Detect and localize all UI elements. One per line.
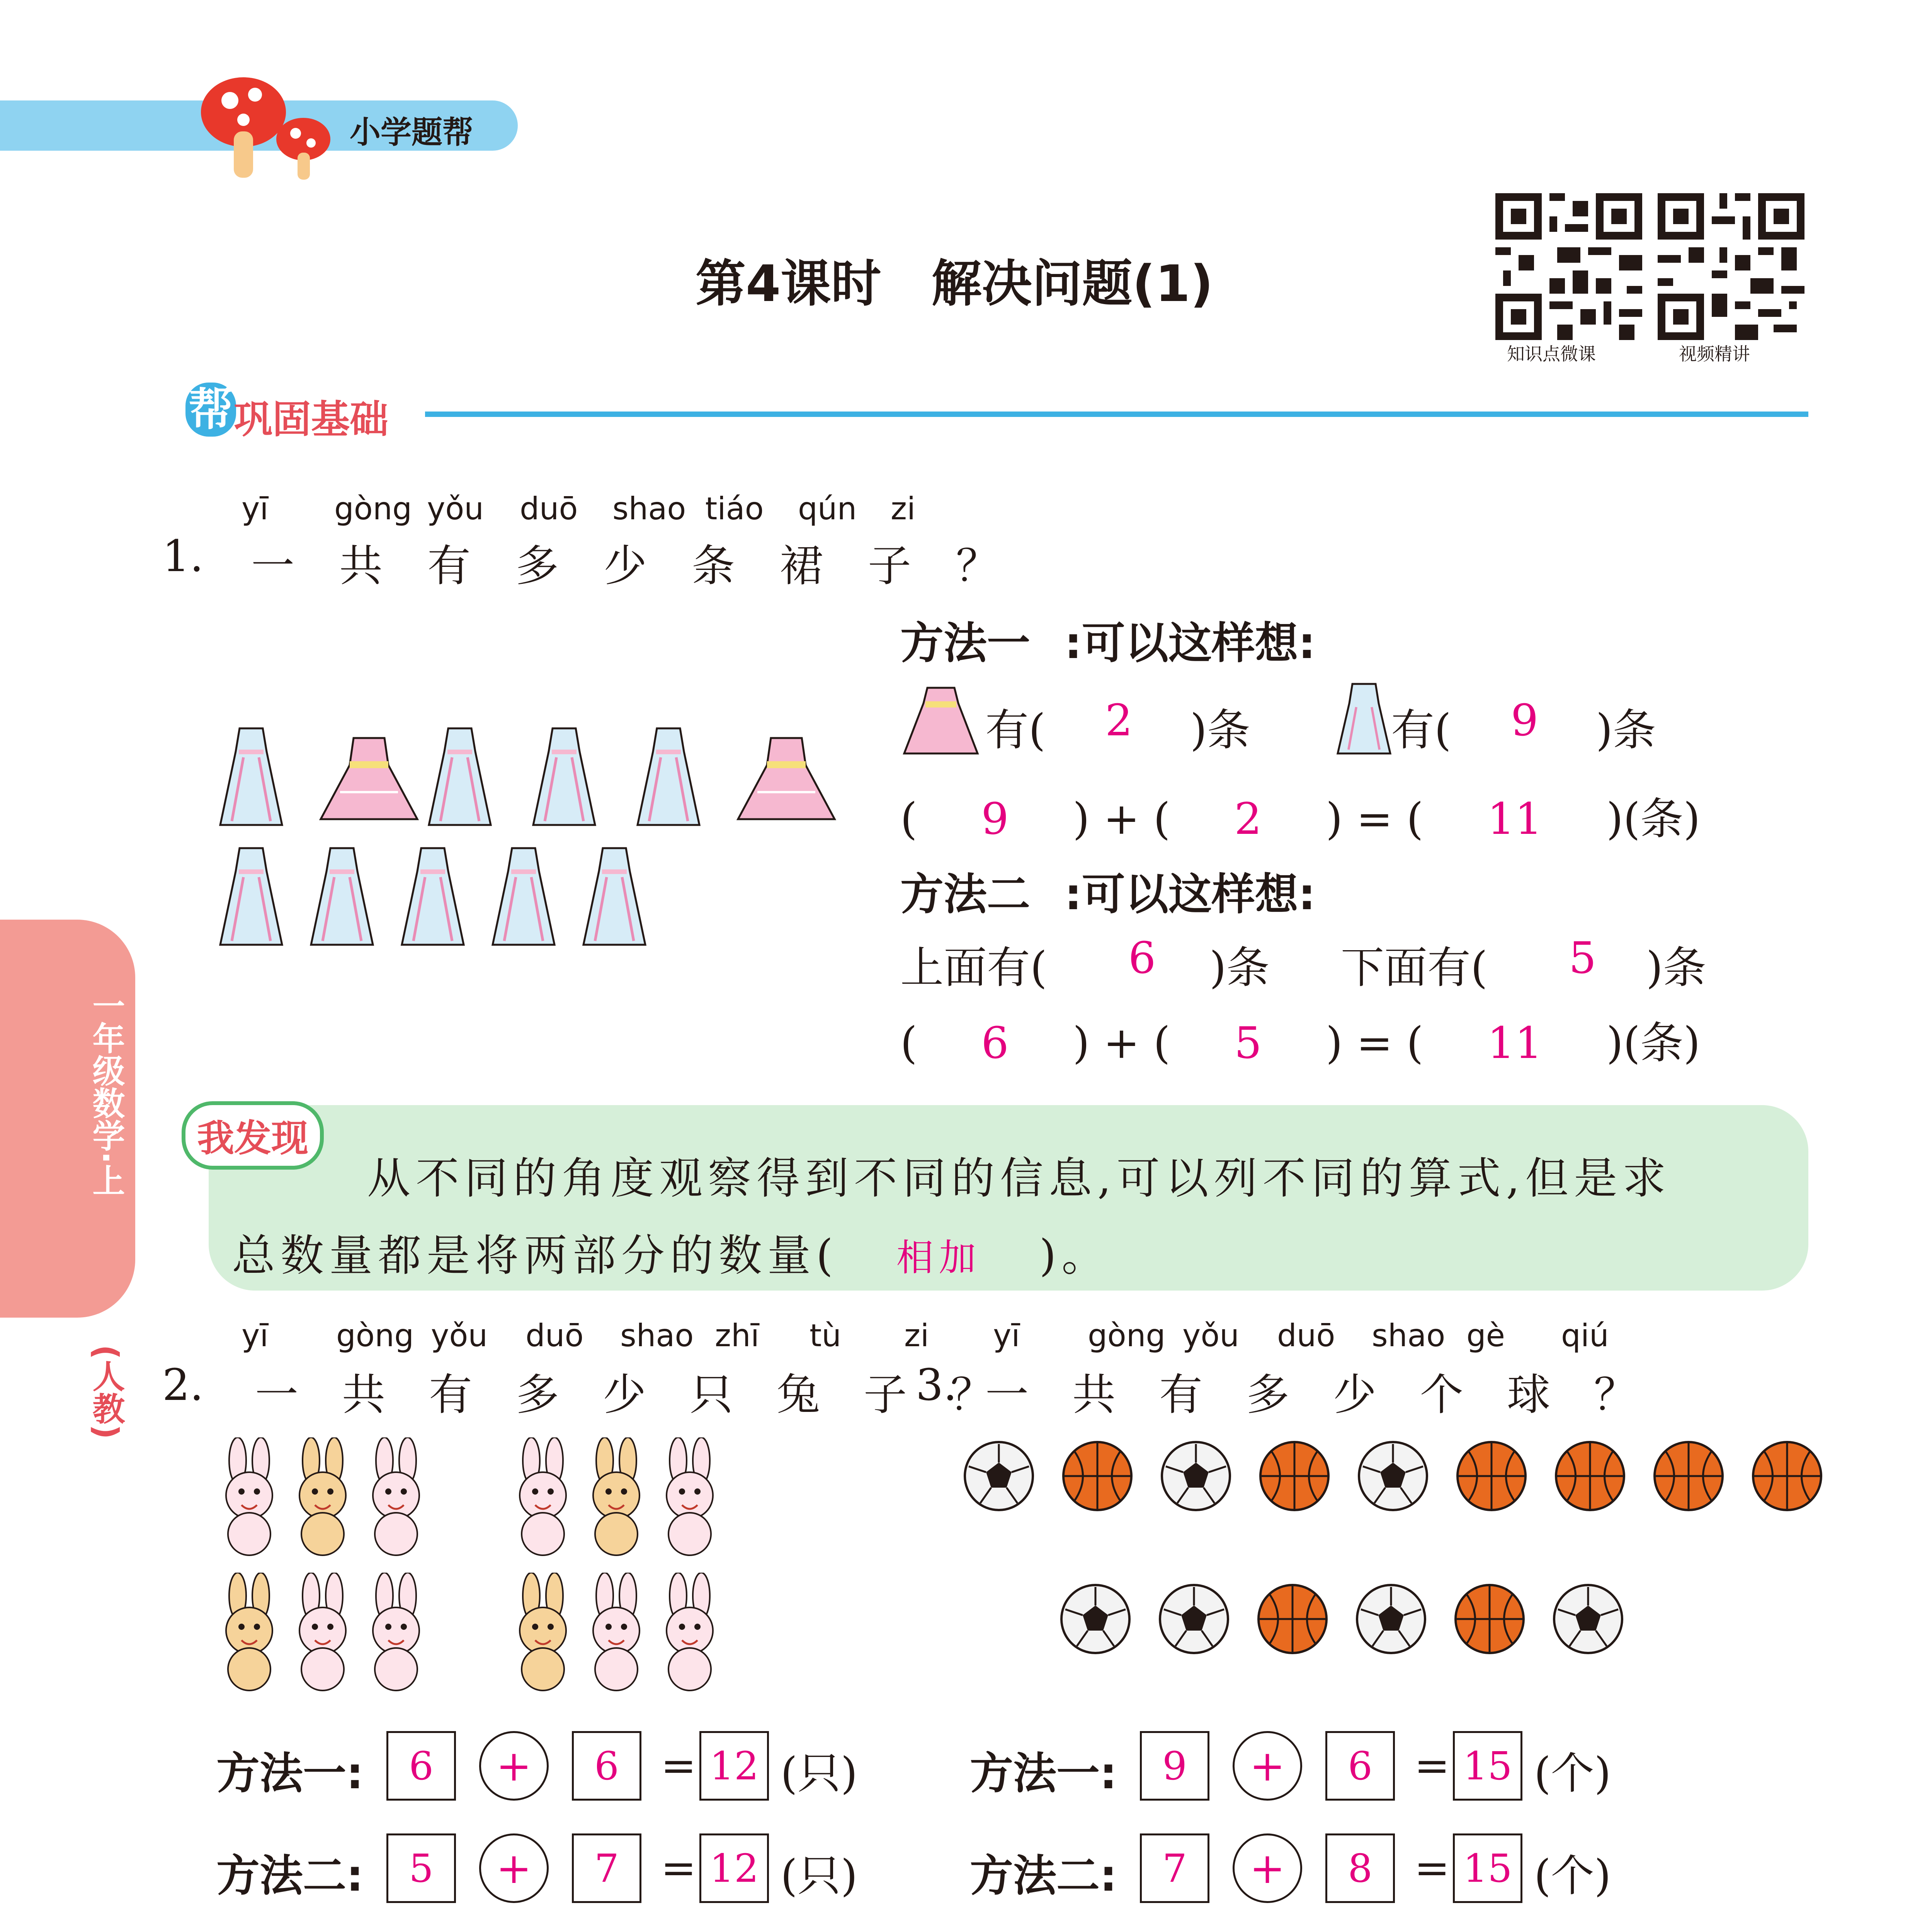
pinyin-syllable: qún (798, 491, 857, 527)
rabbit (502, 1437, 583, 1559)
pinyin-syllable: qiú (1561, 1318, 1609, 1354)
question-char: 裙 (780, 541, 823, 591)
pinyin-syllable: zi (891, 491, 916, 527)
mushroom-logo (193, 66, 340, 182)
q1-m2-eq-b: 5 (1234, 1018, 1262, 1068)
rabbit (209, 1573, 290, 1694)
question-char: 多 (516, 1370, 559, 1420)
basketball (1553, 1439, 1627, 1513)
unit: (条) (1623, 1018, 1701, 1068)
answer-box-c: 12 (699, 1731, 769, 1801)
pinyin-syllable: duō (1277, 1318, 1335, 1354)
pinyin-syllable: shao (620, 1318, 694, 1354)
rabbit (355, 1573, 437, 1694)
pinyin-syllable: duō (520, 491, 578, 527)
q1-m1-eq-a: 9 (981, 794, 1009, 844)
question-char: 共 (1072, 1370, 1116, 1420)
pinyin-syllable: shao (612, 491, 686, 527)
question-char: 有 (427, 541, 471, 591)
equals-sign: = (1414, 1741, 1450, 1790)
pinyin-syllable: duō (526, 1318, 584, 1354)
eq: ) = ( (1326, 794, 1423, 844)
rabbit (355, 1437, 437, 1559)
answer-box-a: 5 (386, 1833, 456, 1903)
rabbit (209, 1437, 290, 1559)
soccer-ball (1356, 1439, 1430, 1513)
q1-m2-eq (900, 1009, 1700, 1071)
blue-dress-icon (1333, 680, 1395, 757)
soccer-ball (962, 1439, 1036, 1513)
plus-circle: + (1233, 1833, 1302, 1903)
q1-m2-eq-c: 11 (1487, 1018, 1543, 1068)
close: ) (1606, 794, 1623, 844)
side-tab-subject: 一年级数学·上 (87, 989, 125, 1196)
method-label: 方法一: (970, 1748, 1117, 1799)
question-char: 子 (864, 1370, 907, 1420)
equals-sign: = (661, 1843, 697, 1893)
question-char: ？ (951, 1370, 994, 1420)
discover-answer: 相加 (896, 1236, 981, 1279)
blue-dress (213, 842, 290, 952)
question-char: 一 (251, 541, 294, 591)
q1-m2-a-pre: 上面有( (900, 943, 1047, 993)
discover-line1: 从不同的角度观察得到不同的信息,可以列不同的算式,但是求 (367, 1153, 1672, 1204)
q1-m2-b-post: )条 (1646, 943, 1706, 993)
method-label: 方法一: (216, 1748, 364, 1799)
q1-m1-b-ans: 9 (1511, 696, 1539, 746)
rabbit (649, 1437, 730, 1559)
q1-method1-label: 方法一 (900, 618, 1030, 668)
question-char: 少 (604, 541, 647, 591)
question-char: 共 (342, 1370, 385, 1420)
unit-label: (只) (781, 1851, 858, 1901)
paren: ( (900, 794, 917, 844)
method-label: 方法二: (970, 1851, 1117, 1901)
pinyin-syllable: zhī (715, 1318, 759, 1354)
question-char: 个 (1420, 1370, 1463, 1420)
plus-circle: + (479, 1731, 549, 1801)
answer-box-a: 7 (1140, 1833, 1209, 1903)
paren: ( (900, 1018, 917, 1068)
discover-line2-post: )。 (1039, 1231, 1111, 1281)
answer-box-c: 15 (1453, 1731, 1522, 1801)
q1-m2-a-post: )条 (1209, 943, 1270, 993)
pinyin-syllable: tù (810, 1318, 842, 1354)
soccer-ball (1354, 1582, 1428, 1656)
blue-dress (394, 842, 471, 952)
question-char: 一 (255, 1370, 298, 1420)
eq: ) = ( (1326, 1018, 1423, 1068)
unit-label: (个) (1534, 1748, 1611, 1799)
basketball (1256, 1582, 1329, 1656)
basketball (1652, 1439, 1725, 1513)
question-char: 兔 (777, 1370, 820, 1420)
pinyin-syllable: yǒu (431, 1318, 488, 1354)
pink-dress-icon (900, 684, 981, 757)
blue-dress (526, 723, 603, 832)
unit-label: (个) (1534, 1851, 1611, 1901)
rabbit (282, 1573, 363, 1694)
pinyin-syllable: yī (242, 1318, 269, 1354)
soccer-ball (1059, 1582, 1132, 1656)
pinyin-syllable: tiáo (705, 491, 764, 527)
section-label: 巩固基础 (234, 397, 388, 442)
blue-dress (576, 842, 653, 952)
answer-box-b: 6 (1325, 1731, 1395, 1801)
section-badge: 帮 (185, 383, 236, 437)
q1-think1: :可以这样想: (1065, 618, 1316, 668)
pinyin-syllable: gòng (336, 1318, 414, 1354)
discover-line2-pre: 总数量都是将两部分的数量( (232, 1231, 838, 1281)
pink-dress (317, 734, 421, 828)
q1-m2-b-pre: 下面有( (1341, 943, 1488, 993)
q1-m1-a-ans: 2 (1105, 696, 1133, 746)
rabbit (502, 1573, 583, 1694)
q1-number: 1. (162, 531, 204, 582)
question-char: 只 (690, 1370, 733, 1420)
basketball (1750, 1439, 1824, 1513)
pinyin-syllable: shao (1372, 1318, 1446, 1354)
answer-box-a: 9 (1140, 1731, 1209, 1801)
question-char: 有 (429, 1370, 472, 1420)
pinyin-syllable: zi (904, 1318, 929, 1354)
blue-dress (303, 842, 381, 952)
q1-m1-a-post: )条 (1190, 705, 1250, 755)
answer-box-a: 6 (386, 1731, 456, 1801)
q1-m1-eq-c: 11 (1487, 794, 1543, 844)
rabbit (282, 1437, 363, 1559)
pinyin-syllable: yī (242, 491, 269, 527)
soccer-ball (1551, 1582, 1625, 1656)
equals-sign: = (1414, 1843, 1450, 1893)
plus-circle: + (1233, 1731, 1302, 1801)
q1-m2-eq-a: 6 (981, 1018, 1009, 1068)
answer-box-b: 7 (572, 1833, 641, 1903)
question-char: 多 (515, 541, 559, 591)
question-char: 条 (692, 541, 735, 591)
unit-label: (只) (781, 1748, 858, 1799)
section-divider (425, 412, 1808, 417)
unit: (条) (1623, 794, 1701, 844)
brand-name: 小学题帮 (350, 114, 473, 150)
blue-dress (213, 723, 290, 832)
question-char: 少 (603, 1370, 646, 1420)
qr-right-label: 视频精讲 (1679, 344, 1750, 364)
question-char: 一 (985, 1370, 1029, 1420)
discover-badge: 我发现 (182, 1101, 324, 1170)
q1-think2: :可以这样想: (1065, 869, 1316, 920)
q1-m1-b-pre: 有( (1391, 705, 1451, 755)
pinyin-syllable: yī (993, 1318, 1020, 1354)
q1-method2-label: 方法二 (900, 869, 1030, 920)
rabbit (576, 1573, 657, 1694)
qr-left-label: 知识点微课 (1507, 344, 1596, 364)
question-char: 有 (1159, 1370, 1202, 1420)
basketball (1455, 1439, 1528, 1513)
page-title: 第4课时 解决问题(1) (696, 254, 1213, 313)
q1-m1-a-pre: 有( (985, 705, 1046, 755)
discover-line2 (232, 1221, 1110, 1283)
answer-box-b: 6 (572, 1731, 641, 1801)
q1-m2-b-ans: 5 (1569, 933, 1597, 983)
pinyin-syllable: gòng (1088, 1318, 1166, 1354)
side-tab-edition: (人教) (87, 1345, 125, 1439)
q2-number: 2. (162, 1360, 204, 1410)
blue-dress (630, 723, 707, 832)
qr-code-left[interactable] (1495, 193, 1642, 340)
qr-code-right[interactable] (1658, 193, 1804, 340)
op: ) + ( (1073, 1018, 1170, 1068)
soccer-ball (1159, 1439, 1233, 1513)
q1-m1-eq (900, 784, 1700, 847)
answer-box-c: 15 (1453, 1833, 1522, 1903)
pinyin-syllable: gòng (334, 491, 412, 527)
question-char: 多 (1246, 1370, 1289, 1420)
blue-dress (485, 842, 562, 952)
question-char: 球 (1507, 1370, 1550, 1420)
pinyin-syllable: yǒu (427, 491, 484, 527)
question-char: 共 (339, 541, 383, 591)
basketball (1061, 1439, 1134, 1513)
q1-m1-eq-b: 2 (1234, 794, 1262, 844)
rabbit (576, 1437, 657, 1559)
rabbit (649, 1573, 730, 1694)
question-char: 少 (1333, 1370, 1376, 1420)
pink-dress (734, 734, 838, 828)
answer-box-b: 8 (1325, 1833, 1395, 1903)
basketball (1453, 1582, 1526, 1656)
plus-circle: + (479, 1833, 549, 1903)
equals-sign: = (661, 1741, 697, 1790)
q3-number: 3. (916, 1360, 957, 1410)
op: ) + ( (1073, 794, 1170, 844)
pinyin-syllable: gè (1466, 1318, 1505, 1354)
basketball (1258, 1439, 1331, 1513)
question-char: 子 (868, 541, 911, 591)
pinyin-syllable: yǒu (1182, 1318, 1239, 1354)
blue-dress (421, 723, 498, 832)
method-label: 方法二: (216, 1851, 364, 1901)
q1-m1-b-post: )条 (1596, 705, 1656, 755)
soccer-ball (1157, 1582, 1231, 1656)
answer-box-c: 12 (699, 1833, 769, 1903)
close: ) (1606, 1018, 1623, 1068)
question-char: ？ (1594, 1370, 1637, 1420)
q1-m2-a-ans: 6 (1128, 933, 1156, 983)
question-char: ？ (956, 541, 999, 591)
